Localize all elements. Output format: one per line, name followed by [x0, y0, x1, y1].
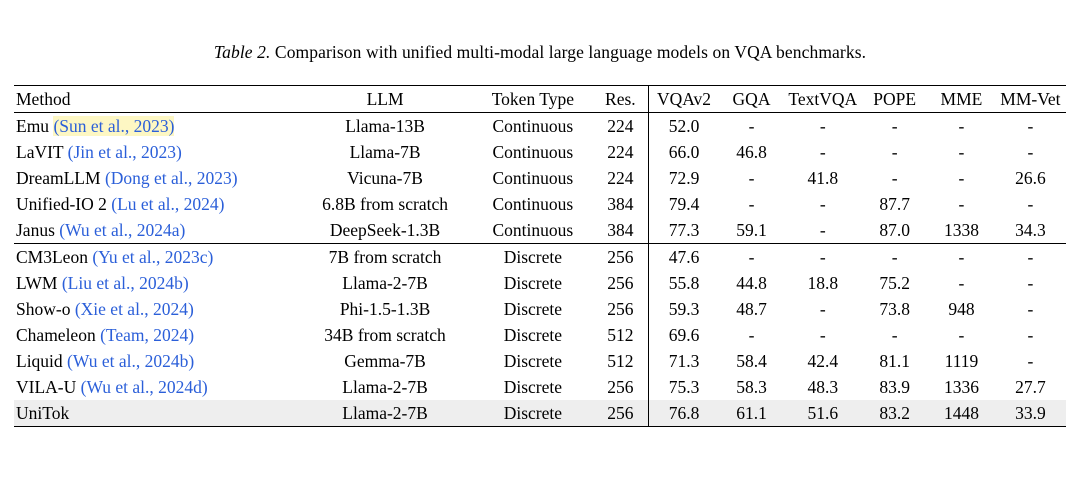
cell-mmvet: 34.3	[1015, 219, 1046, 240]
cell-token-type: Discrete	[503, 350, 562, 371]
cell-textvqa: 51.6	[784, 400, 861, 426]
table-row	[14, 113, 1066, 140]
cell-pope: -	[891, 167, 898, 188]
cell-mme: 948	[948, 298, 975, 319]
cell-textvqa: -	[819, 298, 826, 319]
cell-method: UniTok	[14, 400, 297, 426]
cell-vqav2: 47.6	[649, 244, 719, 271]
cell-vqav2: 55.8	[649, 270, 719, 296]
cell-method: CM3Leon (Yu et al., 2023c)	[14, 244, 297, 271]
cell-method: Chameleon (Team, 2024)	[16, 324, 195, 345]
table-row	[14, 270, 1066, 296]
cell-pope: -	[891, 141, 898, 162]
cell-mme: -	[958, 167, 965, 188]
column-header-textvqa: TextVQA	[784, 86, 861, 113]
cell-pope: 73.8	[879, 298, 910, 319]
cell-mmvet: -	[1027, 350, 1034, 371]
cell-mmvet: 26.6	[1015, 167, 1046, 188]
cell-textvqa: -	[784, 113, 861, 140]
cell-res: 256	[607, 376, 634, 397]
cell-method: LWM (Liu et al., 2024b)	[16, 272, 189, 293]
cell-pope: -	[861, 113, 928, 140]
cell-gqa: 46.8	[736, 141, 767, 162]
citation-link[interactable]: (Wu et al., 2024a)	[59, 219, 186, 240]
cell-llm: Phi-1.5-1.3B	[339, 298, 431, 319]
cell-gqa: 58.4	[736, 350, 767, 371]
citation-link[interactable]: (Lu et al., 2024)	[111, 193, 225, 214]
table-row	[14, 296, 1066, 322]
cell-token-type: Continuous	[473, 113, 592, 140]
cell-method: VILA-U (Wu et al., 2024d)	[16, 376, 208, 397]
cell-pope: -	[861, 244, 928, 271]
cell-res: 256	[592, 400, 649, 426]
cell-gqa: 59.1	[736, 219, 767, 240]
cell-gqa: 58.3	[736, 376, 767, 397]
cell-method: DreamLLM (Dong et al., 2023)	[16, 167, 238, 188]
cell-llm: 7B from scratch	[297, 244, 474, 271]
cell-mme: -	[958, 324, 965, 345]
cell-gqa: 44.8	[736, 272, 767, 293]
table-row	[14, 139, 1066, 165]
caption-text: Comparison with unified multi-modal large language models on VQA benchmarks.	[270, 42, 867, 62]
cell-method: Liquid (Wu et al., 2024b)	[16, 350, 195, 371]
cell-token-type: Discrete	[503, 298, 562, 319]
cell-token-type: Discrete	[503, 376, 562, 397]
cell-vqav2: 76.8	[649, 400, 719, 426]
cell-token-type: Discrete	[473, 244, 592, 271]
cell-mmvet: 33.9	[995, 400, 1066, 426]
citation-link[interactable]: (Liu et al., 2024b)	[61, 272, 189, 293]
cell-res: 224	[607, 167, 634, 188]
cell-llm: 34B from scratch	[324, 324, 446, 345]
cell-token-type: Continuous	[492, 193, 574, 214]
cell-gqa: -	[719, 113, 785, 140]
vqa-comparison-table	[14, 85, 1066, 426]
cell-method: Unified-IO 2 (Lu et al., 2024)	[16, 193, 225, 214]
cell-mme: 1336	[943, 376, 979, 397]
cell-token-type: Discrete	[473, 400, 592, 426]
cell-res: 384	[607, 219, 634, 240]
cell-gqa: -	[748, 193, 755, 214]
citation-link[interactable]: (Dong et al., 2023)	[104, 167, 238, 188]
cell-mmvet: 27.7	[1015, 376, 1046, 397]
cell-res: 256	[607, 298, 634, 319]
cell-llm: Llama-7B	[349, 141, 421, 162]
column-header-mme: MME	[928, 86, 995, 113]
column-header-vqav2: VQAv2	[649, 86, 719, 113]
cell-res: 224	[592, 113, 649, 140]
cell-mmvet: -	[1027, 272, 1034, 293]
cell-llm: Vicuna-7B	[347, 167, 423, 188]
table-row	[14, 191, 1066, 217]
citation-link[interactable]: (Team, 2024)	[100, 324, 195, 345]
cell-mmvet: -	[1027, 324, 1034, 345]
cell-vqav2: 59.3	[649, 296, 719, 322]
citation-link[interactable]: (Yu et al., 2023c)	[92, 246, 214, 267]
cell-pope: 75.2	[879, 272, 910, 293]
cell-method: Show-o (Xie et al., 2024)	[16, 298, 194, 319]
cell-mme: -	[958, 193, 965, 214]
cell-res: 256	[607, 272, 634, 293]
cell-token-type: Discrete	[503, 324, 562, 345]
cell-pope: 83.9	[879, 376, 910, 397]
cell-llm: Gemma-7B	[344, 350, 426, 371]
column-header-pope: POPE	[861, 86, 928, 113]
column-header-mmvet: MM-Vet	[995, 86, 1066, 113]
cell-mmvet: -	[995, 244, 1066, 271]
cell-pope: -	[891, 324, 898, 345]
cell-method: Emu (Sun et al., 2023)	[14, 113, 297, 140]
cell-textvqa: 48.3	[807, 376, 839, 397]
cell-mmvet: -	[995, 113, 1066, 140]
cell-mme: 1338	[943, 219, 979, 240]
cell-mme: -	[958, 141, 965, 162]
cell-pope: 87.0	[879, 219, 910, 240]
cell-mme: -	[958, 272, 965, 293]
cell-textvqa: 41.8	[807, 167, 839, 188]
table-row	[14, 322, 1066, 348]
citation-link[interactable]: (Sun et al., 2023)	[53, 115, 175, 136]
cell-textvqa: 42.4	[807, 350, 839, 371]
cell-vqav2: 69.6	[649, 322, 719, 348]
cell-res: 224	[607, 141, 634, 162]
column-header-method: Method	[14, 86, 297, 113]
cell-vqav2: 77.3	[649, 217, 719, 244]
table-row	[14, 374, 1066, 400]
cell-vqav2: 79.4	[649, 191, 719, 217]
cell-vqav2: 66.0	[649, 139, 719, 165]
table-bottom-rule	[14, 426, 1066, 427]
column-header-llm: LLM	[297, 86, 474, 113]
cell-mme: -	[928, 113, 995, 140]
cell-gqa: 48.7	[736, 298, 767, 319]
cell-mmvet: -	[1027, 298, 1034, 319]
cell-method: LaVIT (Jin et al., 2023)	[16, 141, 182, 162]
cell-method: Janus (Wu et al., 2024a)	[16, 219, 186, 240]
cell-token-type: Continuous	[492, 167, 574, 188]
cell-mme: -	[928, 244, 995, 271]
cell-gqa: -	[748, 167, 755, 188]
citation-link[interactable]: (Jin et al., 2023)	[67, 141, 182, 162]
cell-vqav2: 72.9	[649, 165, 719, 191]
cell-vqav2: 71.3	[649, 348, 719, 374]
cell-llm: Llama-2-7B	[297, 400, 474, 426]
cell-textvqa: -	[784, 244, 861, 271]
cell-mme: 1119	[944, 350, 979, 371]
column-header-res: Res.	[592, 86, 649, 113]
cell-token-type: Continuous	[492, 141, 574, 162]
cell-gqa: 61.1	[719, 400, 785, 426]
cell-res: 384	[607, 193, 634, 214]
cell-res: 512	[607, 350, 634, 371]
table-row	[14, 165, 1066, 191]
cell-vqav2: 52.0	[649, 113, 719, 140]
caption-label: Table 2.	[213, 42, 271, 62]
citation-link[interactable]: (Wu et al., 2024b)	[67, 350, 195, 371]
column-header-token-type: Token Type	[473, 86, 592, 113]
table-header-row	[14, 86, 1066, 113]
table-row-unitok	[14, 400, 1066, 426]
cell-llm: Llama-13B	[297, 113, 474, 140]
cell-res: 256	[592, 244, 649, 271]
cell-mmvet: -	[1027, 193, 1034, 214]
cell-textvqa: -	[819, 141, 826, 162]
cell-gqa: -	[719, 244, 785, 271]
table-row	[14, 217, 1066, 244]
cell-res: 512	[607, 324, 634, 345]
cell-llm: 6.8B from scratch	[322, 193, 448, 214]
cell-gqa: -	[748, 324, 755, 345]
cell-textvqa: -	[819, 193, 826, 214]
citation-link[interactable]: (Wu et al., 2024d)	[80, 376, 208, 397]
table-row	[14, 348, 1066, 374]
cell-mmvet: -	[1027, 141, 1034, 162]
cell-pope: 87.7	[879, 193, 910, 214]
cell-llm: Llama-2-7B	[342, 376, 428, 397]
cell-pope: 81.1	[879, 350, 910, 371]
citation-link[interactable]: (Xie et al., 2024)	[74, 298, 194, 319]
cell-llm: Llama-2-7B	[342, 272, 428, 293]
cell-vqav2: 75.3	[649, 374, 719, 400]
cell-llm: DeepSeek-1.3B	[329, 219, 441, 240]
cell-pope: 83.2	[861, 400, 928, 426]
cell-textvqa: -	[819, 219, 826, 240]
cell-token-type: Continuous	[492, 219, 574, 240]
cell-token-type: Discrete	[503, 272, 562, 293]
cell-mme: 1448	[928, 400, 995, 426]
table-caption	[14, 0, 1066, 85]
cell-textvqa: -	[819, 324, 826, 345]
table-row	[14, 244, 1066, 271]
cell-textvqa: 18.8	[807, 272, 839, 293]
column-header-gqa: GQA	[719, 86, 785, 113]
